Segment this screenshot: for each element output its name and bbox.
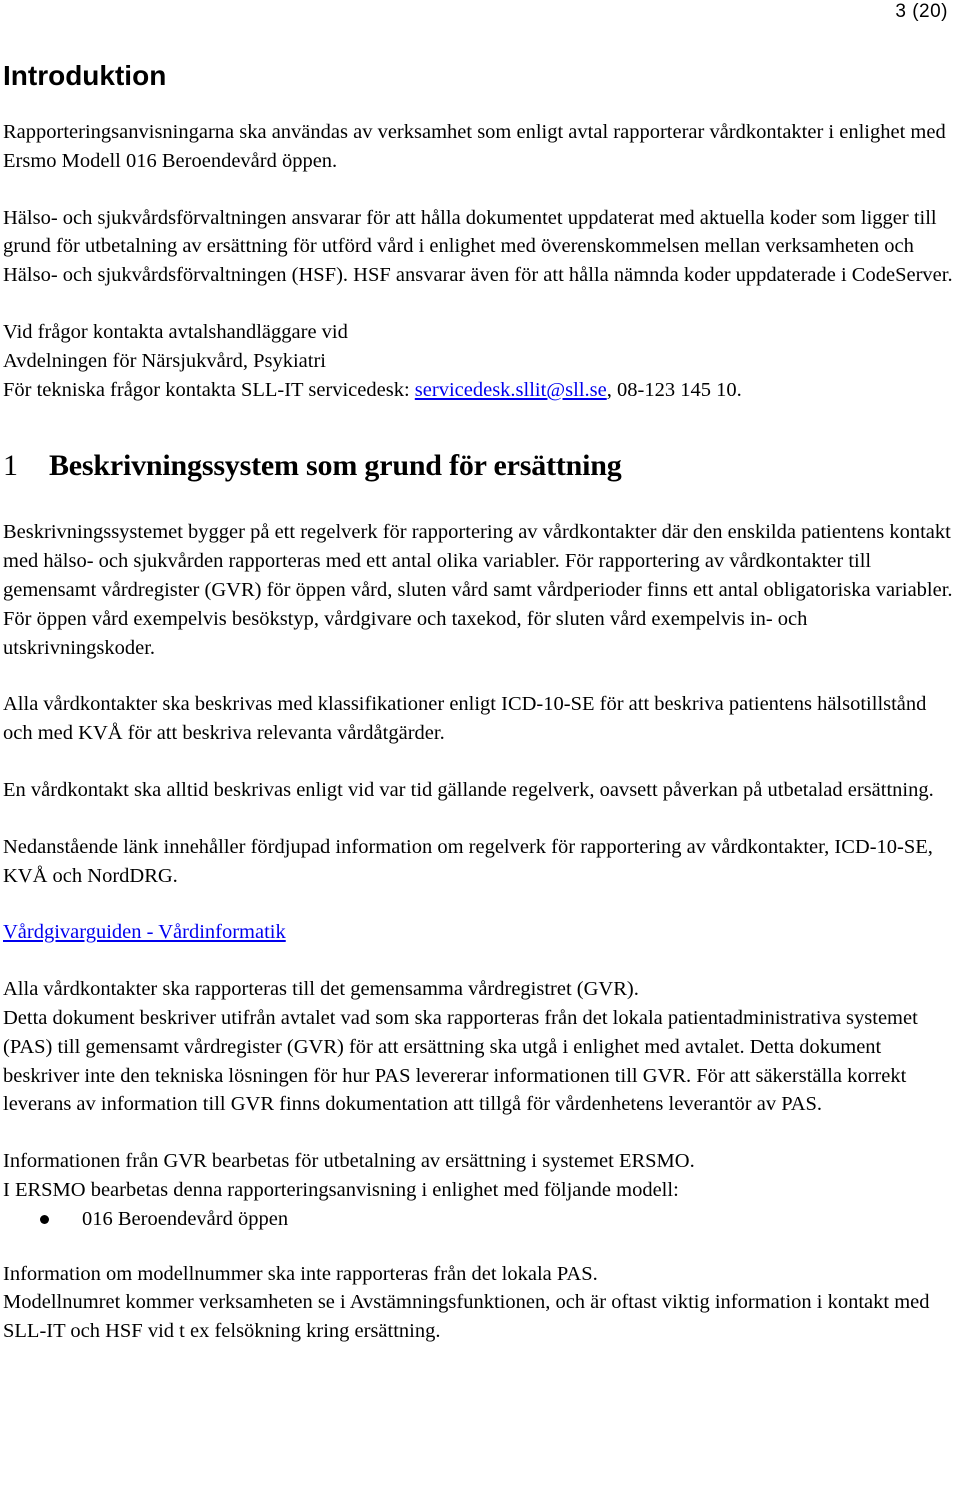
- section-1-paragraph-3: En vårdkontakt ska alltid beskrivas enligt vid var tid gällande regelverk, oavsett påverkan på utbetalad ersättning.: [3, 778, 934, 801]
- gvr-reporting-details: Detta dokument beskriver utifrån avtalet vad som ska rapporteras från det lokala patientadministrativa systemet (PAS) till gemensamt vårdregister (GVR) för att ersättning ska utgå i enlighet med avtalet. Detta dokument beskriver inte den tekniska lösningen för hur PAS levererar informationen till GVR. För att säkerställa korrekt leverans av information till GVR finns dokumentation att tillgå för vårdenhetens leverantör av PAS.: [3, 1006, 918, 1116]
- section-1-paragraph-5: [3, 975, 953, 1119]
- section-1-paragraph-7: [3, 1260, 953, 1346]
- list-item: [3, 1205, 953, 1234]
- intro-heading: Introduktion: [3, 60, 167, 91]
- vardgivarguiden-link-paragraph: [3, 918, 953, 947]
- ersmo-line-1: Informationen från GVR bearbetas för utbetalning av ersättning i systemet ERSMO.: [3, 1150, 695, 1173]
- page-content: [3, 56, 953, 1346]
- model-list: [3, 1205, 953, 1234]
- contact-line-3-prefix: För tekniska frågor kontakta SLL-IT servicedesk:: [3, 378, 415, 401]
- section-1-paragraph-1: Beskrivningssystemet bygger på ett regelverk för rapportering av vårdkontakter där den enskilda patientens kontakt med hälso- och sjukvården rapporteras med ett antal olika variabler. För rapportering av vårdkontakter till gemensamt vårdregister (GVR) för öppen vård, sluten vård samt vårdperioder finns ett antal obligatoriska variabler. För öppen vård exempelvis besökstyp, vårdgivare och taxekod, för sluten vård exempelvis in- och utskrivningskoder.: [3, 521, 953, 659]
- section-1-title: Beskrivningssystem som grund för ersättning: [49, 449, 622, 483]
- gvr-reporting-line: Alla vårdkontakter ska rapporteras till det gemensamma vårdregistret (GVR).: [3, 978, 639, 1001]
- ersmo-line-2: I ERSMO bearbetas denna rapporteringsanvisning i enlighet med följande modell:: [3, 1178, 679, 1201]
- model-number-line: Information om modellnummer ska inte rapporteras från det lokala PAS.: [3, 1262, 598, 1285]
- section-1-paragraph-4: Nedanstående länk innehåller fördjupad information om regelverk för rapportering av vårdkontakter, ICD-10-SE, KVÅ och NordDRG.: [3, 835, 933, 887]
- intro-paragraph-2: Hälso- och sjukvårdsförvaltningen ansvarar för att hålla dokumentet uppdaterat med aktuella koder som ligger till grund för utbetalning av ersättning för utförd vård i enlighet med överenskommelsen mellan verksamheten och Hälso- och sjukvårdsförvaltningen (HSF). HSF ansvarar även för att hålla nämnda koder uppdaterade i CodeServer.: [3, 206, 953, 287]
- contact-line-2: Avdelningen för Närsjukvård, Psykiatri: [3, 349, 326, 372]
- servicedesk-email-link[interactable]: servicedesk.sllit@sll.se: [414, 378, 607, 401]
- section-1-heading: [3, 446, 953, 486]
- section-1-paragraph-6: [3, 1147, 953, 1205]
- intro-paragraph-1: Rapporteringsanvisningarna ska användas av verksamhet som enligt avtal rapporterar vårdkontakter i enlighet med Ersmo Modell 016 Beroendevård öppen.: [3, 121, 946, 172]
- bullet-icon: [40, 1215, 49, 1224]
- contact-line-3-suffix: , 08-123 145 10.: [606, 378, 742, 401]
- model-number-details: Modellnumret kommer verksamheten se i Avstämningsfunktionen, och är oftast viktig information i kontakt med SLL-IT och HSF vid t ex felsökning kring ersättning.: [3, 1291, 930, 1343]
- vardgivarguiden-link[interactable]: Vårdgivarguiden - Vårdinformatik: [3, 921, 286, 944]
- model-list-item-label: 016 Beroendevård öppen: [82, 1207, 289, 1230]
- page-number: 3 (20): [895, 1, 948, 22]
- contact-line-1: Vid frågor kontakta avtalshandläggare vid: [3, 320, 348, 343]
- section-1-paragraph-2: Alla vårdkontakter ska beskrivas med klassifikationer enligt ICD-10-SE för att beskriva patientens hälsotillstånd och med KVÅ för att beskriva relevanta vårdåtgärder.: [3, 693, 927, 745]
- contact-paragraph: [3, 318, 953, 404]
- section-1-number: 1: [3, 449, 18, 483]
